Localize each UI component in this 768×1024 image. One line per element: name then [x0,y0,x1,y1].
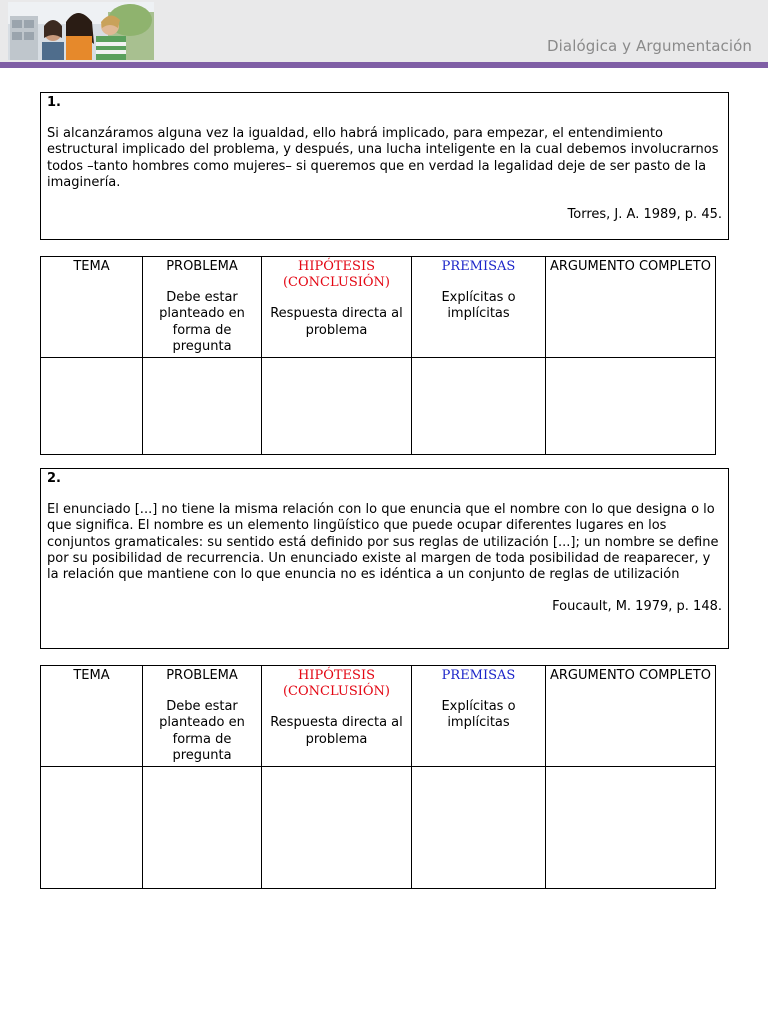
exercise-1-citation: Torres, J. A. 1989, p. 45. [567,207,722,223]
answer-cell-argumento[interactable] [546,767,716,889]
conclusion-label: (CONCLUSIÓN) [282,275,391,291]
exercise-2-analysis-table [40,665,716,889]
answer-cell-problema[interactable] [143,767,262,889]
column-header-premisas [412,257,546,358]
exercise-1-number: 1. [47,95,61,110]
column-header-hipotesis [262,257,412,358]
exercise-2-citation: Foucault, M. 1979, p. 148. [552,599,722,615]
answer-cell-argumento[interactable] [546,358,716,455]
premisas-label: PREMISAS [441,668,516,683]
answer-cell-hipotesis[interactable] [262,358,412,455]
column-header-tema [41,257,143,358]
conclusion-label: (CONCLUSIÓN) [282,684,391,700]
header-photo [8,2,154,60]
answer-cell-premisas[interactable] [412,767,546,889]
page-header [0,0,768,62]
exercise-1-quote-box [40,92,729,240]
tema-label: TEMA [73,668,110,683]
column-header-argumento [546,257,716,358]
table-answer-row [41,767,716,889]
hipotesis-subtext: Respuesta directa al problema [270,715,403,747]
hipotesis-label: HIPÓTESIS [298,668,375,683]
header-accent-band [0,62,768,68]
answer-cell-premisas[interactable] [412,358,546,455]
column-header-hipotesis [262,666,412,767]
hipotesis-label: HIPÓTESIS [298,259,375,274]
exercise-1-analysis-table [40,256,716,455]
column-header-tema [41,666,143,767]
answer-cell-problema[interactable] [143,358,262,455]
problema-subtext: Debe estar planteado en forma de pregunta [159,699,245,763]
exercise-1-text: Si alcanzáramos alguna vez la igualdad, ello habrá implicado, para empezar, el entendimiento estructural implicado del problema, y después, una lucha inteligente en la cual debemos involucrarnos todos –tanto hombres como mujeres– si queremos que en verdad la legalidad deje de ser pasto de la imaginería. [47,126,719,190]
table-answer-row [41,358,716,455]
problema-label: PROBLEMA [166,259,238,274]
argumento-label: ARGUMENTO COMPLETO [550,259,711,274]
column-header-argumento [546,666,716,767]
premisas-subtext: Explícitas o implícitas [441,699,516,731]
problema-subtext: Debe estar planteado en forma de pregunta [159,290,245,354]
premisas-label: PREMISAS [441,259,516,274]
exercise-2-quote-box [40,468,729,649]
table-header-row [41,257,716,358]
column-header-problema [143,257,262,358]
answer-cell-tema[interactable] [41,767,143,889]
answer-cell-hipotesis[interactable] [262,767,412,889]
table-header-row [41,666,716,767]
students-photo-image [8,2,154,60]
column-header-premisas [412,666,546,767]
hipotesis-subtext: Respuesta directa al problema [270,306,403,338]
exercise-2-text: El enunciado [...] no tiene la misma relación con lo que enuncia que el nombre con lo que designa o lo que significa. El nombre es un elemento lingüístico que puede ocupar diferentes lugares en los conjuntos gramaticales: su sentido está definido por sus reglas de utilización [...]; un nombre se define por su posibilidad de recurrencia. Un enunciado existe al margen de toda posibilidad de reaparecer, y la relación que mantiene con lo que enuncia no es idéntica a un conjunto de reglas de utilización [47,502,719,583]
column-header-problema [143,666,262,767]
argumento-label: ARGUMENTO COMPLETO [550,668,711,683]
exercise-2-number: 2. [47,471,61,486]
premisas-subtext: Explícitas o implícitas [441,290,516,322]
answer-cell-tema[interactable] [41,358,143,455]
tema-label: TEMA [73,259,110,274]
problema-label: PROBLEMA [166,668,238,683]
header-title: Dialógica y Argumentación [546,37,752,55]
